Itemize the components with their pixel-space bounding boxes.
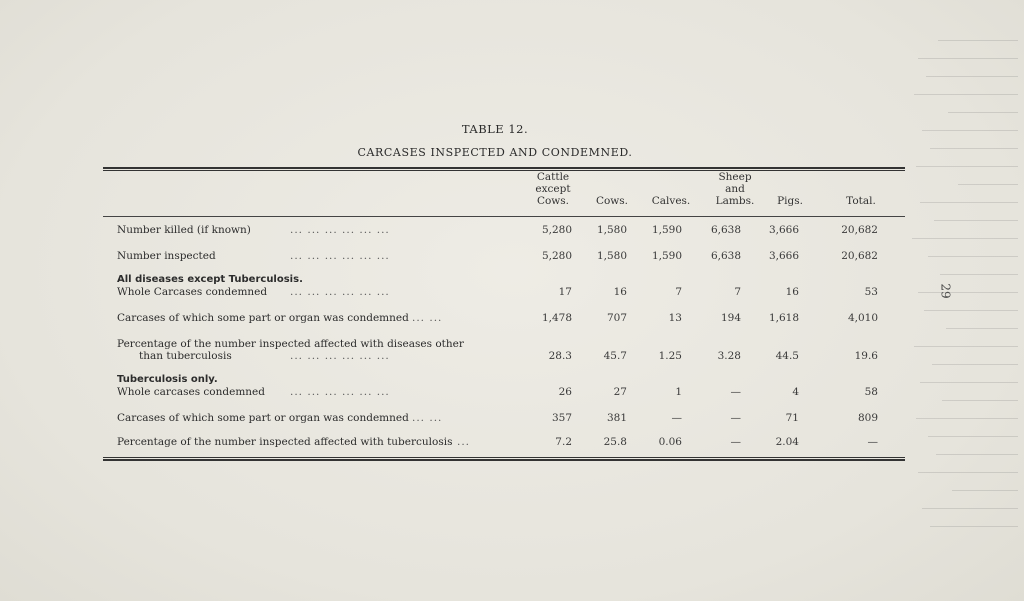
table-cell: 1,478: [541, 312, 572, 324]
leader-dots: ... ...: [412, 412, 443, 424]
table-cell: 26: [558, 386, 572, 398]
table-cell: 809: [857, 412, 878, 424]
column-header-cows: Cows.: [595, 195, 629, 207]
table-cell: 0.06: [658, 436, 682, 448]
leader-dots: ... ...: [412, 312, 443, 324]
section-heading-all-diseases: All diseases except Tuberculosis.: [117, 274, 303, 285]
table-cell: 45.7: [603, 350, 627, 362]
leader-dots: ...: [457, 436, 471, 448]
table-cell: 3.28: [717, 350, 741, 362]
table-cell: 16: [613, 286, 627, 298]
row-label-tb-carcases-part-condemned: Carcases of which some part or organ was condemned: [117, 412, 409, 424]
row-label-carcases-part-condemned: Carcases of which some part or organ was condemned: [117, 312, 409, 324]
column-header-line: Sheep: [718, 171, 752, 183]
table-cell: 19.6: [854, 350, 878, 362]
table-cell: 27: [613, 386, 627, 398]
column-header-line: Lambs.: [715, 195, 755, 207]
section-heading-tuberculosis-only: Tuberculosis only.: [117, 374, 218, 385]
table-cell: 20,682: [841, 250, 878, 262]
table-cell: 53: [864, 286, 878, 298]
table-cell: 17: [558, 286, 572, 298]
row-label-whole-carcases-condemned: Whole Carcases condemned: [117, 286, 268, 298]
table-cell: 194: [720, 312, 741, 324]
table-cell: 1,580: [596, 224, 627, 236]
table-cell: —: [671, 412, 682, 424]
column-header-pigs: Pigs.: [777, 195, 803, 207]
table-cell: 1,590: [651, 224, 682, 236]
table-cell: 25.8: [603, 436, 627, 448]
table-cell: —: [867, 436, 878, 448]
table-cell: 58: [864, 386, 878, 398]
row-label-percentage-tuberculosis: Percentage of the number inspected affected with tuberculosis: [117, 436, 453, 448]
table-cell: 1,580: [596, 250, 627, 262]
table-cell: 707: [606, 312, 627, 324]
row-label-continuation: than tuberculosis: [139, 350, 232, 362]
table-cell: 16: [785, 286, 799, 298]
table-cell: —: [730, 436, 741, 448]
table-cell: 5,280: [541, 250, 572, 262]
column-header-line: Cows.: [536, 195, 570, 207]
table-cell: 7: [675, 286, 682, 298]
table-title: TABLE 12.: [461, 122, 529, 136]
table-cell: 71: [785, 412, 799, 424]
leader-dots: ... ... ... ... ... ...: [290, 250, 390, 262]
table-cell: 28.3: [548, 350, 572, 362]
table-cell: 4,010: [847, 312, 878, 324]
leader-dots: ... ... ... ... ... ...: [290, 350, 390, 362]
table-cell: 381: [606, 412, 627, 424]
table-cell: 7: [734, 286, 741, 298]
row-label-number-killed: Number killed (if known): [117, 224, 251, 236]
column-header-total: Total.: [846, 195, 876, 207]
table-cell: —: [730, 386, 741, 398]
table-cell: 3,666: [768, 250, 799, 262]
table-cell: 20,682: [841, 224, 878, 236]
table-bottom-rule: [103, 457, 905, 461]
table-cell: 1.25: [658, 350, 682, 362]
table-cell: 3,666: [768, 224, 799, 236]
table-cell: 44.5: [775, 350, 799, 362]
column-header-calves: Calves.: [651, 195, 691, 207]
table-cell: 1,590: [651, 250, 682, 262]
reverse-page-bleed: [906, 0, 1024, 601]
page-number: 29: [938, 283, 953, 299]
table-cell: 6,638: [710, 250, 741, 262]
table-cell: 2.04: [775, 436, 799, 448]
column-header-line: and: [725, 183, 745, 195]
table-cell: 5,280: [541, 224, 572, 236]
table-top-rule: [103, 167, 905, 171]
row-label-percentage-other-diseases: Percentage of the number inspected affected with diseases other: [117, 338, 464, 350]
column-header-line: except: [535, 183, 571, 195]
row-label-number-inspected: Number inspected: [117, 250, 216, 262]
column-header-line: Cattle: [536, 171, 570, 183]
header-rule: [103, 216, 905, 217]
leader-dots: ... ... ... ... ... ...: [290, 386, 390, 398]
table-cell: 1,618: [768, 312, 799, 324]
table-cell: 1: [675, 386, 682, 398]
table-cell: 13: [668, 312, 682, 324]
table-cell: 4: [792, 386, 799, 398]
table-cell: —: [730, 412, 741, 424]
table-subtitle: CARCASES INSPECTED AND CONDEMNED.: [357, 146, 633, 159]
leader-dots: ... ... ... ... ... ...: [290, 286, 390, 298]
table-cell: 7.2: [555, 436, 572, 448]
table-cell: 357: [551, 412, 572, 424]
table-cell: 6,638: [710, 224, 741, 236]
row-label-tb-whole-carcases-condemned: Whole carcases condemned: [117, 386, 265, 398]
leader-dots: ... ... ... ... ... ...: [290, 224, 390, 236]
